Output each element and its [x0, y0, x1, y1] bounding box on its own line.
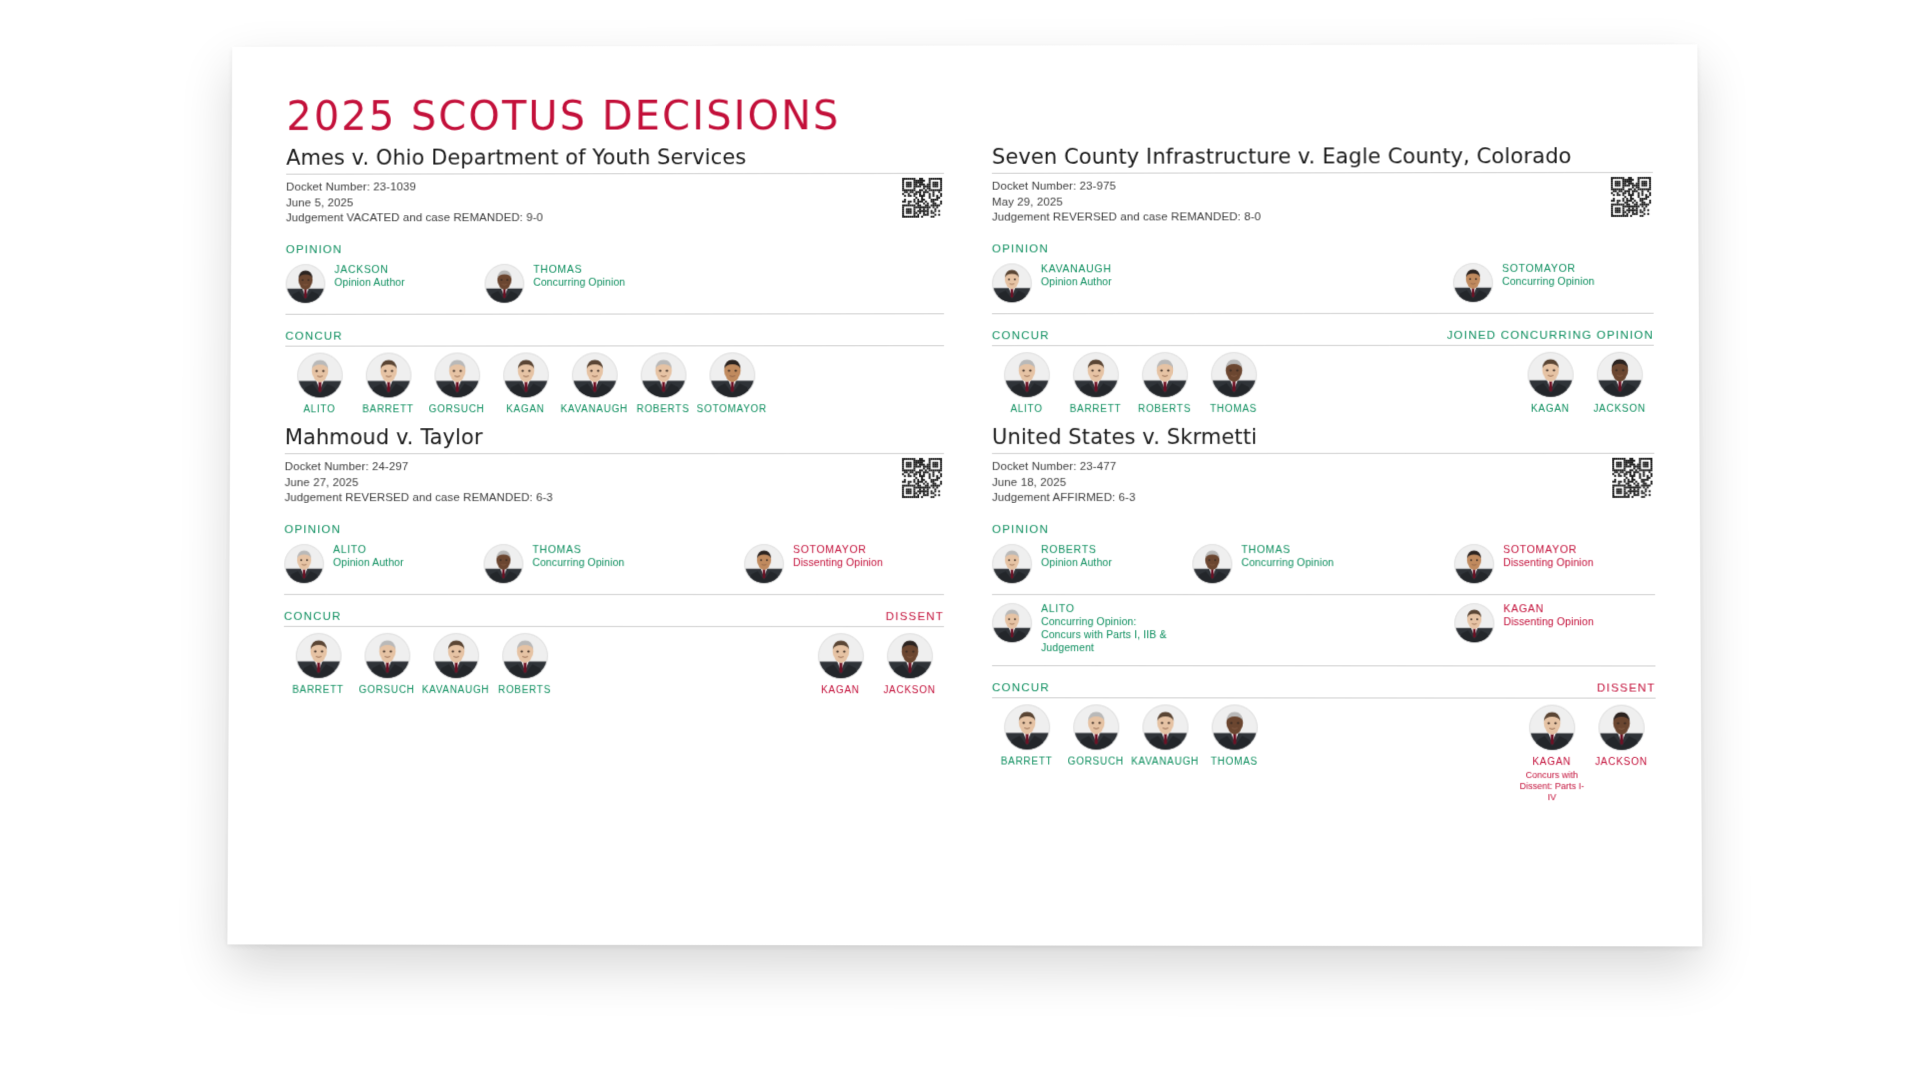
- case-card: [285, 145, 944, 415]
- opinion-role: Opinion Author: [1040, 276, 1112, 289]
- justice-cell[interactable]: [491, 352, 560, 415]
- justice-avatar: [503, 352, 549, 398]
- justice-cell[interactable]: [490, 633, 559, 696]
- groups-row: [992, 698, 1656, 803]
- justice-name: JACKSON: [1593, 403, 1646, 415]
- justice-note: Concurs with Dissent: Parts I-IV: [1519, 769, 1585, 803]
- opinion-entry[interactable]: [1192, 544, 1393, 584]
- group-labels-row: [992, 674, 1656, 694]
- justice-group: [1515, 346, 1654, 415]
- justice-avatar: [295, 633, 341, 679]
- opinion-row: [992, 536, 1655, 595]
- case-meta: [992, 172, 1653, 236]
- justice-avatar: [1598, 705, 1645, 751]
- judgement-result: Judgement AFFIRMED: 6-3: [992, 491, 1136, 504]
- group-labels-row: [285, 322, 944, 342]
- justice-cell[interactable]: [992, 704, 1061, 767]
- justice-avatar: [365, 353, 411, 399]
- justice-name: GORSUCH: [1067, 756, 1124, 768]
- justice-name: KAGAN: [1503, 603, 1544, 616]
- opinion-role: Concurring Opinion: [1502, 275, 1595, 288]
- justice-name: ROBERTS: [1041, 544, 1097, 557]
- qr-code-icon[interactable]: [1612, 458, 1652, 498]
- justice-avatar: [640, 352, 686, 398]
- justice-name: KAGAN: [506, 404, 545, 416]
- group-label: DISSENT: [885, 611, 944, 624]
- justice-avatar: [709, 352, 755, 398]
- justice-name: THOMAS: [532, 544, 582, 557]
- justice-name: ROBERTS: [636, 404, 690, 416]
- opinion-entry[interactable]: [1453, 263, 1654, 303]
- opinion-role: Concurring Opinion: [532, 556, 625, 569]
- justice-name: THOMAS: [1210, 756, 1258, 768]
- justice-avatar: [434, 352, 480, 398]
- qr-code-icon[interactable]: [1611, 177, 1651, 217]
- justice-name: GORSUCH: [428, 404, 485, 416]
- opinion-role: Opinion Author: [1041, 557, 1113, 570]
- docket-number: Docket Number: 23-975: [991, 180, 1116, 193]
- opinion-label: OPINION: [991, 243, 1049, 256]
- justice-name: SOTOMAYOR: [696, 404, 767, 416]
- justice-name: ALITO: [303, 404, 336, 416]
- opinion-role: Opinion Author: [333, 556, 404, 569]
- opinion-role-detail: Concurs with Parts I, IIB & Judgement: [1041, 629, 1167, 655]
- infographic-sheet: [227, 44, 1702, 946]
- justice-avatar: [1003, 352, 1049, 398]
- justice-cell[interactable]: [1515, 352, 1584, 415]
- justice-name: KAGAN: [1532, 756, 1572, 768]
- justice-cell[interactable]: [1199, 352, 1268, 415]
- justice-name: THOMAS: [1210, 403, 1258, 415]
- justice-name: KAGAN: [1530, 403, 1570, 415]
- opinion-entry[interactable]: [484, 264, 631, 304]
- justice-avatar: [483, 544, 523, 584]
- docket-number: Docket Number: 23-477: [991, 460, 1117, 474]
- justice-group: [992, 698, 1269, 767]
- justice-name: GORSUCH: [358, 684, 415, 696]
- opinion-row: [284, 536, 944, 595]
- justice-name: KAVANAUGH: [421, 684, 490, 697]
- justice-name: JACKSON: [1594, 756, 1648, 769]
- decision-date: June 27, 2025: [284, 476, 359, 489]
- decision-date: May 29, 2025: [991, 196, 1063, 209]
- justice-avatar: [1527, 352, 1573, 398]
- page-title: 2025 SCOTUS DECISIONS: [286, 93, 841, 140]
- justice-cell[interactable]: [1585, 352, 1655, 415]
- sheet-inner: [227, 44, 1702, 946]
- justice-group: [992, 346, 1268, 415]
- justice-name: BARRETT: [292, 684, 344, 696]
- justice-avatar: [1004, 704, 1050, 750]
- justice-avatar: [817, 633, 863, 679]
- group-label: JOINED CONCURRING OPINION: [1446, 329, 1654, 342]
- justice-name: ROBERTS: [1137, 403, 1192, 415]
- opinion-entry[interactable]: [286, 264, 485, 304]
- case-title: United States v. Skrmetti: [991, 424, 1258, 450]
- opinion-entry[interactable]: [284, 544, 483, 584]
- opinion-role: Concurring Opinion:: [1041, 616, 1137, 629]
- docket-number: Docket Number: 23-1039: [286, 181, 416, 194]
- qr-code-icon[interactable]: [902, 458, 942, 498]
- justice-cell[interactable]: [422, 352, 491, 415]
- group-label: CONCUR: [991, 330, 1050, 343]
- justice-avatar: [1072, 352, 1118, 398]
- justice-cell[interactable]: [1061, 704, 1130, 767]
- case-title: Mahmoud v. Taylor: [284, 425, 483, 450]
- justice-name: KAGAN: [821, 685, 860, 697]
- groups-row: [285, 346, 944, 415]
- justice-avatar: [1454, 603, 1494, 643]
- justice-cell[interactable]: [875, 633, 944, 696]
- opinion-role: Concurring Opinion: [1241, 557, 1334, 570]
- case-meta: [992, 453, 1655, 516]
- justice-name: ALITO: [333, 544, 367, 556]
- justice-name: KAVANAUGH: [1131, 756, 1199, 768]
- case-grid: [283, 144, 1656, 813]
- judgement-result: Judgement REVERSED and case REMANDED: 8-0: [991, 211, 1262, 224]
- justice-avatar: [1141, 352, 1187, 398]
- justice-cell[interactable]: [1200, 704, 1269, 767]
- justice-group: [1517, 699, 1656, 804]
- justice-cell[interactable]: [806, 633, 875, 696]
- justice-name: ROBERTS: [498, 685, 552, 697]
- justice-avatar: [1596, 352, 1642, 398]
- justice-name: BARRETT: [1069, 404, 1122, 416]
- group-label: DISSENT: [1596, 682, 1656, 695]
- justice-name: BARRETT: [1000, 756, 1053, 768]
- justice-avatar: [571, 352, 617, 398]
- justice-avatar: [744, 544, 784, 584]
- justice-avatar: [1142, 704, 1188, 750]
- group-label: CONCUR: [283, 610, 342, 623]
- opinion-role: Dissenting Opinion: [1503, 557, 1594, 570]
- justice-cell[interactable]: [1586, 705, 1656, 768]
- opinion-role: Opinion Author: [334, 276, 405, 289]
- justice-avatar: [1210, 352, 1256, 398]
- docket-number: Docket Number: 24-297: [284, 461, 409, 474]
- justice-group: [285, 346, 766, 415]
- justice-avatar: [992, 603, 1032, 643]
- justice-name: ALITO: [1010, 404, 1043, 416]
- justice-avatar: [284, 544, 324, 584]
- group-labels-row: [284, 603, 944, 623]
- opinion-entry[interactable]: [1454, 544, 1655, 584]
- opinion-row-secondary: [992, 595, 1655, 666]
- justice-avatar: [296, 353, 342, 399]
- opinion-entry[interactable]: [483, 544, 683, 584]
- justice-cell[interactable]: [284, 633, 353, 696]
- justice-cell[interactable]: [352, 633, 421, 696]
- case-title: Seven County Infrastructure v. Eagle County, Colorado: [991, 144, 1572, 169]
- opinion-entry[interactable]: [992, 603, 1192, 655]
- case-meta: [286, 173, 944, 236]
- justice-avatar: [1211, 704, 1257, 750]
- justice-name: THOMAS: [1241, 544, 1291, 557]
- justice-cell[interactable]: [1130, 704, 1199, 767]
- qr-code-icon[interactable]: [902, 178, 942, 218]
- justice-avatar: [992, 544, 1032, 584]
- group-label: CONCUR: [285, 330, 343, 343]
- opinion-label: OPINION: [284, 524, 342, 537]
- group-label: CONCUR: [992, 682, 1050, 695]
- groups-row: [284, 627, 944, 696]
- justice-avatar: [1528, 705, 1574, 751]
- justice-cell[interactable]: [560, 352, 629, 415]
- justice-avatar: [1192, 544, 1232, 584]
- justice-name: JACKSON: [883, 685, 936, 697]
- justice-cell[interactable]: [697, 352, 766, 415]
- decision-date: June 5, 2025: [286, 196, 354, 209]
- justice-cell[interactable]: [992, 352, 1061, 415]
- justice-avatar: [364, 633, 410, 679]
- justice-avatar: [992, 263, 1032, 303]
- justice-avatar: [433, 633, 479, 679]
- opinion-role: Dissenting Opinion: [1503, 616, 1594, 629]
- decision-date: June 18, 2025: [991, 476, 1067, 489]
- justice-avatar: [1454, 544, 1494, 584]
- justice-cell[interactable]: [1130, 352, 1199, 415]
- judgement-result: Judgement VACATED and case REMANDED: 9-0: [285, 212, 544, 225]
- justice-group: [806, 627, 944, 696]
- justice-name: THOMAS: [533, 263, 583, 276]
- justice-cell[interactable]: [1517, 705, 1587, 804]
- justice-cell[interactable]: [1061, 352, 1130, 415]
- groups-row: [992, 346, 1654, 415]
- case-title: Ames v. Ohio Department of Youth Services: [286, 145, 747, 170]
- justice-name: BARRETT: [362, 404, 414, 416]
- opinion-row: [285, 255, 944, 314]
- justice-cell[interactable]: [354, 353, 423, 416]
- opinion-entry[interactable]: [1454, 603, 1655, 643]
- justice-name: SOTOMAYOR: [793, 544, 867, 557]
- justice-group: [284, 627, 560, 696]
- justice-avatar: [886, 633, 932, 679]
- justice-name: SOTOMAYOR: [1503, 544, 1578, 557]
- justice-name: ALITO: [1041, 603, 1075, 616]
- case-card: [992, 144, 1654, 415]
- justice-cell[interactable]: [285, 353, 354, 416]
- judgement-result: Judgement REVERSED and case REMANDED: 6-3: [284, 492, 553, 505]
- justice-avatar: [1073, 704, 1119, 750]
- justice-name: JACKSON: [334, 263, 389, 276]
- case-card: [992, 425, 1656, 803]
- justice-name: KAVANAUGH: [1040, 263, 1112, 276]
- justice-name: SOTOMAYOR: [1502, 262, 1576, 275]
- opinion-entry[interactable]: [744, 544, 944, 584]
- justice-avatar: [484, 264, 524, 304]
- case-card: [283, 425, 944, 803]
- group-labels-row: [992, 322, 1654, 342]
- opinion-role: Dissenting Opinion: [793, 557, 883, 570]
- opinion-role: Concurring Opinion: [533, 276, 626, 289]
- opinion-row: [992, 255, 1654, 314]
- justice-name: KAVANAUGH: [560, 404, 628, 416]
- justice-avatar: [502, 633, 548, 679]
- opinion-entry[interactable]: [992, 544, 1192, 584]
- case-meta: [284, 453, 944, 516]
- opinion-label: OPINION: [992, 523, 1050, 537]
- justice-avatar: [1453, 263, 1493, 303]
- opinion-entry[interactable]: [992, 263, 1192, 303]
- opinion-label: OPINION: [285, 244, 343, 257]
- justice-avatar: [286, 264, 326, 304]
- justice-cell[interactable]: [629, 352, 698, 415]
- justice-cell[interactable]: [421, 633, 490, 696]
